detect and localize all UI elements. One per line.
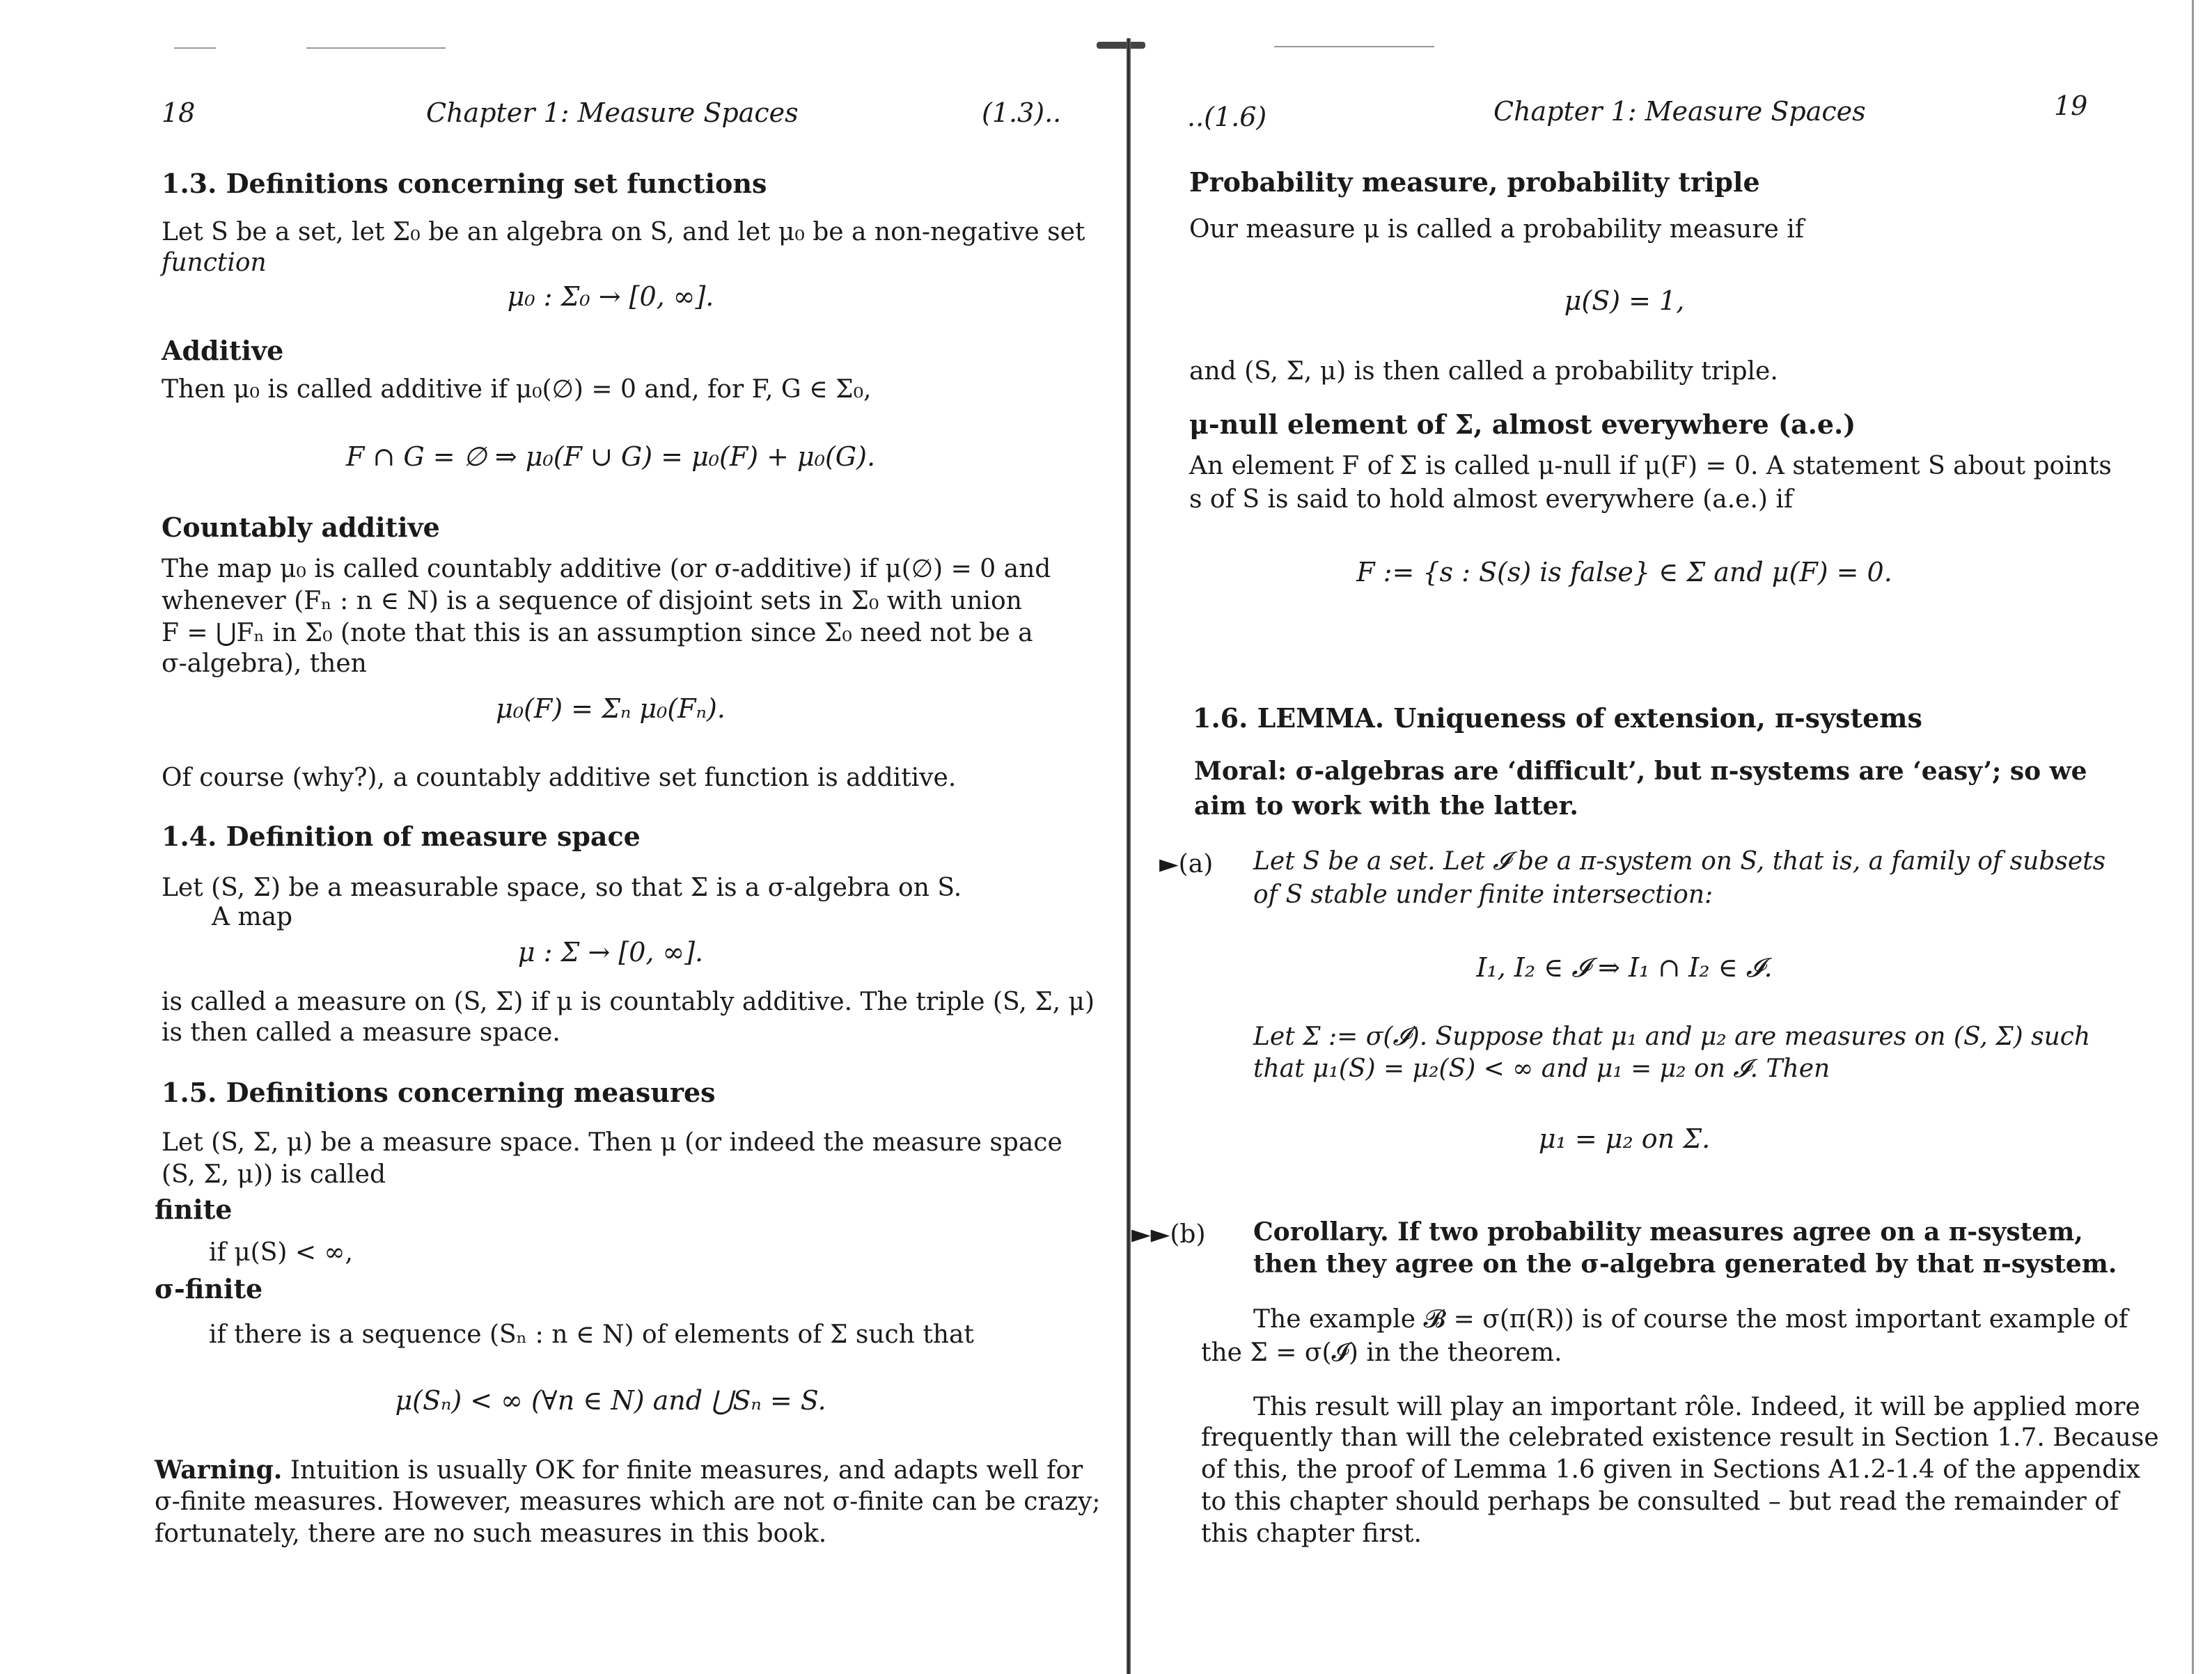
section-ref: (1.3).. bbox=[982, 97, 1062, 128]
subheading: Probability measure, probability triple bbox=[1189, 166, 1760, 198]
right-page bbox=[1131, 0, 2212, 1674]
paragraph-line: to this chapter should perhaps be consulted – but read the remainder of bbox=[1201, 1487, 2119, 1516]
equation: F := {s : S(s) is false} ∈ Σ and μ(F) = 0. bbox=[1356, 557, 1892, 587]
paragraph-line: fortunately, there are no such measures in this book. bbox=[155, 1519, 827, 1548]
paragraph-line: The example 𝓑 = σ(π(R)) is of course the most important example of bbox=[1253, 1305, 2128, 1334]
corollary-line: then they agree on the σ-algebra generated by that π-system. bbox=[1253, 1249, 2117, 1279]
equation: μ₁ = μ₂ on Σ. bbox=[1538, 1123, 1711, 1154]
paragraph-line: of this, the proof of Lemma 1.6 given in Sections A1.2-1.4 of the appendix bbox=[1201, 1455, 2140, 1484]
paragraph-line: is then called a measure space. bbox=[162, 1018, 560, 1047]
moral-line: aim to work with the latter. bbox=[1194, 791, 1578, 821]
paragraph-line: Let S be a set, let Σ₀ be an algebra on S, and let μ₀ be a non-negative set bbox=[162, 218, 1085, 246]
page-number: 18 bbox=[162, 97, 196, 128]
equation: μ : Σ → [0, ∞]. bbox=[517, 937, 704, 968]
paragraph-line: σ-finite measures. However, measures which are not σ-finite can be crazy; bbox=[155, 1487, 1101, 1516]
subheading: μ-null element of Σ, almost everywhere (a.e.) bbox=[1189, 409, 1856, 440]
running-header: Chapter 1: Measure Spaces bbox=[1493, 96, 1866, 127]
warning-line bbox=[155, 1455, 1083, 1486]
paragraph-line: of S stable under finite intersection: bbox=[1253, 881, 1713, 909]
paragraph-line: Let S be a set. Let 𝓘 be a π-system on S, that is, a family of subsets bbox=[1253, 847, 2106, 876]
warning-text: Intuition is usually OK for finite measures, and adapts well for bbox=[290, 1456, 1083, 1485]
paragraph-line: A map bbox=[212, 903, 293, 931]
paragraph-line: frequently than will the celebrated existence result in Section 1.7. Because bbox=[1201, 1423, 2159, 1452]
paragraph-line: Of course (why?), a countably additive set function is additive. bbox=[162, 764, 957, 792]
paragraph-line: if μ(S) < ∞, bbox=[209, 1238, 353, 1267]
paragraph-line: s of S is said to hold almost everywhere (a.e.) if bbox=[1189, 485, 1794, 514]
equation: μ(S) = 1, bbox=[1564, 285, 1685, 316]
page-number: 19 bbox=[2054, 90, 2088, 121]
subheading: Additive bbox=[162, 335, 284, 366]
paragraph-line: Let (S, Σ, μ) be a measure space. Then μ (or indeed the measure space bbox=[162, 1128, 1062, 1157]
paragraph-line: Let Σ := σ(𝓘). Suppose that μ₁ and μ₂ are measures on (S, Σ) such bbox=[1253, 1022, 2091, 1051]
paragraph-line: the Σ = σ(𝓘) in the theorem. bbox=[1201, 1339, 1562, 1367]
term-label: σ-finite bbox=[155, 1273, 263, 1304]
paragraph-line: this chapter first. bbox=[1201, 1519, 1422, 1548]
equation: μ₀(F) = Σₙ μ₀(Fₙ). bbox=[496, 693, 725, 724]
item-marker: ►►(b) bbox=[1131, 1220, 1206, 1249]
paragraph-line: The map μ₀ is called countably additive (or σ-additive) if μ(∅) = 0 and bbox=[162, 555, 1051, 583]
section-ref: ..(1.6) bbox=[1187, 102, 1267, 132]
item-marker: ►(a) bbox=[1159, 850, 1214, 878]
paragraph-line: F = ⋃Fₙ in Σ₀ (note that this is an assumption since Σ₀ need not be a bbox=[162, 619, 1033, 647]
corollary-line: Corollary. If two probability measures agree on a π-system, bbox=[1253, 1217, 2083, 1247]
paragraph-line: is called a measure on (S, Σ) if μ is countably additive. The triple (S, Σ, μ) bbox=[162, 988, 1095, 1016]
equation: F ∩ G = ∅ ⇒ μ₀(F ∪ G) = μ₀(F) + μ₀(G). bbox=[345, 441, 876, 472]
section-heading: 1.5. Definitions concerning measures bbox=[162, 1077, 716, 1108]
moral-line: Moral: σ-algebras are ‘difficult’, but π-systems are ‘easy’; so we bbox=[1194, 757, 2087, 786]
paragraph-line: whenever (Fₙ : n ∈ N) is a sequence of disjoint sets in Σ₀ with union bbox=[162, 587, 1022, 615]
paragraph-line: and (S, Σ, μ) is then called a probability triple. bbox=[1189, 357, 1778, 386]
section-heading: 1.4. Definition of measure space bbox=[162, 821, 641, 852]
paragraph-line: that μ₁(S) = μ₂(S) < ∞ and μ₁ = μ₂ on 𝓘. Then bbox=[1253, 1055, 1830, 1083]
paragraph-line: function bbox=[162, 248, 267, 277]
paragraph-line: (S, Σ, μ)) is called bbox=[162, 1160, 386, 1189]
running-header: Chapter 1: Measure Spaces bbox=[426, 97, 799, 128]
subheading: Countably additive bbox=[162, 512, 440, 543]
equation: I₁, I₂ ∈ 𝓘 ⇒ I₁ ∩ I₂ ∈ 𝓘. bbox=[1476, 952, 1773, 983]
section-heading: 1.3. Definitions concerning set functions bbox=[162, 168, 767, 199]
equation: μ(Sₙ) < ∞ (∀n ∈ N) and ⋃Sₙ = S. bbox=[395, 1385, 826, 1416]
equation: μ₀ : Σ₀ → [0, ∞]. bbox=[507, 281, 714, 312]
paragraph-line: σ-algebra), then bbox=[162, 649, 367, 678]
paragraph-line: This result will play an important rôle. Indeed, it will be applied more bbox=[1253, 1393, 2140, 1421]
paragraph-line: if there is a sequence (Sₙ : n ∈ N) of elements of Σ such that bbox=[209, 1320, 974, 1349]
section-heading: 1.6. LEMMA. Uniqueness of extension, π-systems bbox=[1193, 702, 1922, 734]
paragraph-line: Our measure μ is called a probability measure if bbox=[1189, 215, 1805, 244]
paragraph-line: Then μ₀ is called additive if μ₀(∅) = 0 and, for F, G ∈ Σ₀, bbox=[162, 375, 872, 404]
paragraph-line: Let (S, Σ) be a measurable space, so that Σ is a σ-algebra on S. bbox=[162, 874, 962, 902]
term-label: finite bbox=[155, 1194, 233, 1225]
warning-label: Warning. bbox=[155, 1455, 283, 1485]
paragraph-line: An element F of Σ is called μ-null if μ(F) = 0. A statement S about points bbox=[1189, 452, 2112, 480]
